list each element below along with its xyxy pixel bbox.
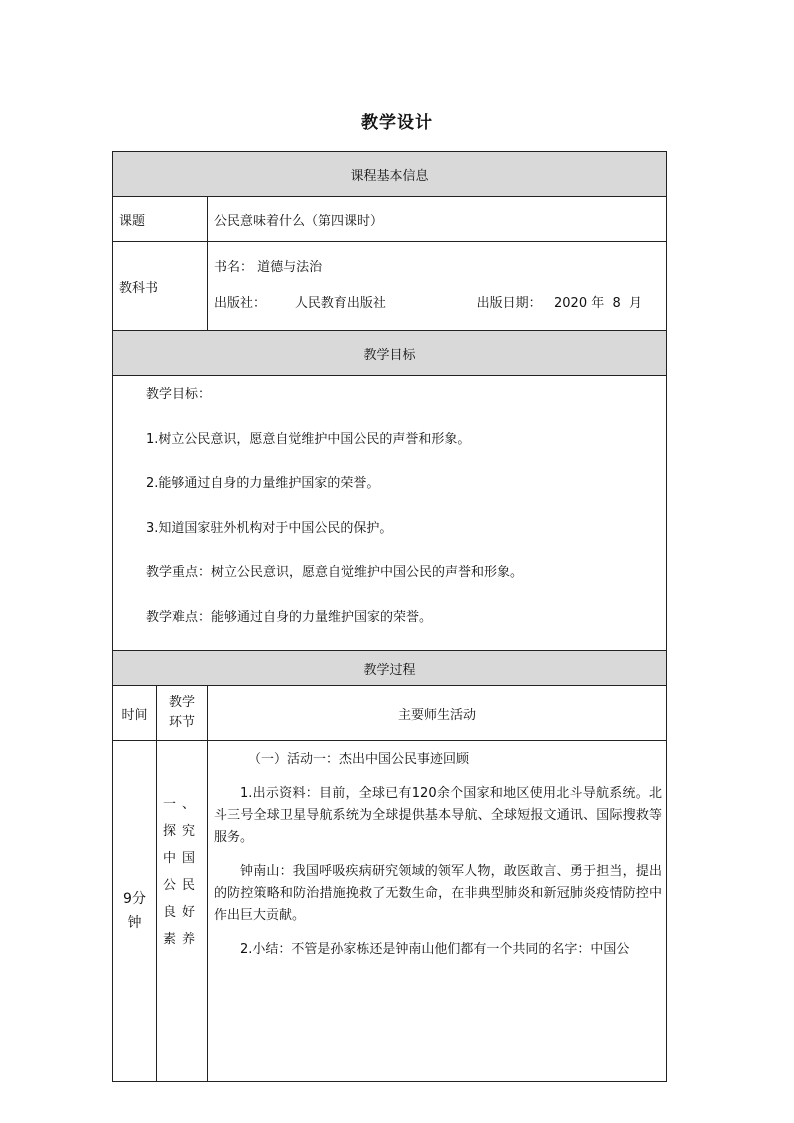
objective-line: 1.树立公民意识，愿意自觉维护中国公民的声誉和形象。 — [146, 431, 471, 447]
time-value: 9分钟 — [123, 891, 146, 931]
col-time-header: 时间 — [113, 686, 157, 741]
col-stage-header — [157, 686, 208, 741]
difficulty-line: 教学难点：能够通过自身的力量维护国家的荣誉。 — [146, 609, 433, 625]
activity-paragraph: 2.小结：不管是孙家栋还是钟南山他们都有一个共同的名字：中国公 — [240, 942, 630, 957]
activity-heading: （一）活动一：杰出中国公民事迹回顾 — [248, 752, 470, 767]
topic-label: 课题 — [113, 197, 208, 242]
book-name: 书名： 道德与法治 — [214, 260, 323, 275]
col-stage-label: 教学环节 — [168, 695, 195, 730]
objective-line: 3.知道国家驻外机构对于中国公民的保护。 — [146, 520, 393, 536]
publisher: 出版社： 人民教育出版社 — [214, 296, 386, 311]
document-title: 教学设计 — [361, 113, 433, 133]
publisher-row — [208, 293, 666, 315]
process-header: 教学过程 — [113, 651, 667, 686]
objective-line: 2.能够通过自身的力量维护国家的荣誉。 — [146, 476, 380, 491]
objectives-header: 教学目标 — [113, 331, 667, 376]
basic-info-header: 课程基本信息 — [113, 152, 667, 197]
objectives-body — [113, 376, 667, 651]
lesson-plan-table — [112, 151, 667, 1082]
textbook-info — [208, 242, 667, 331]
col-activity-header: 主要师生活动 — [208, 686, 667, 741]
stage-cell — [157, 741, 208, 1082]
topic-value: 公民意味着什么（第四课时） — [208, 197, 667, 242]
textbook-label: 教科书 — [113, 242, 208, 331]
stage-value: 一、探究中国公民良好素养 — [162, 797, 201, 947]
activity-paragraph: 钟南山：我国呼吸疾病研究领域的领军人物，敢医敢言、勇于担当，提出的防控策略和防治措施挽救了无数生命，在非典型肺炎和新冠肺炎疫情防控中作出巨大贡献。 — [214, 864, 663, 923]
objective-line: 教学目标： — [146, 387, 212, 402]
activity-cell — [208, 741, 667, 1082]
time-cell — [113, 741, 157, 1082]
key-point-line: 教学重点：树立公民意识，愿意自觉维护中国公民的声誉和形象。 — [146, 565, 524, 580]
activity-paragraph: 1.出示资料：目前，全球已有120余个国家和地区使用北斗导航系统。北斗三号全球卫星导航系统为全球提供基本导航、全球短报文通讯、国际搜救等服务。 — [214, 786, 663, 845]
publish-date: 出版日期： 2020 年 8 月 — [476, 296, 643, 311]
